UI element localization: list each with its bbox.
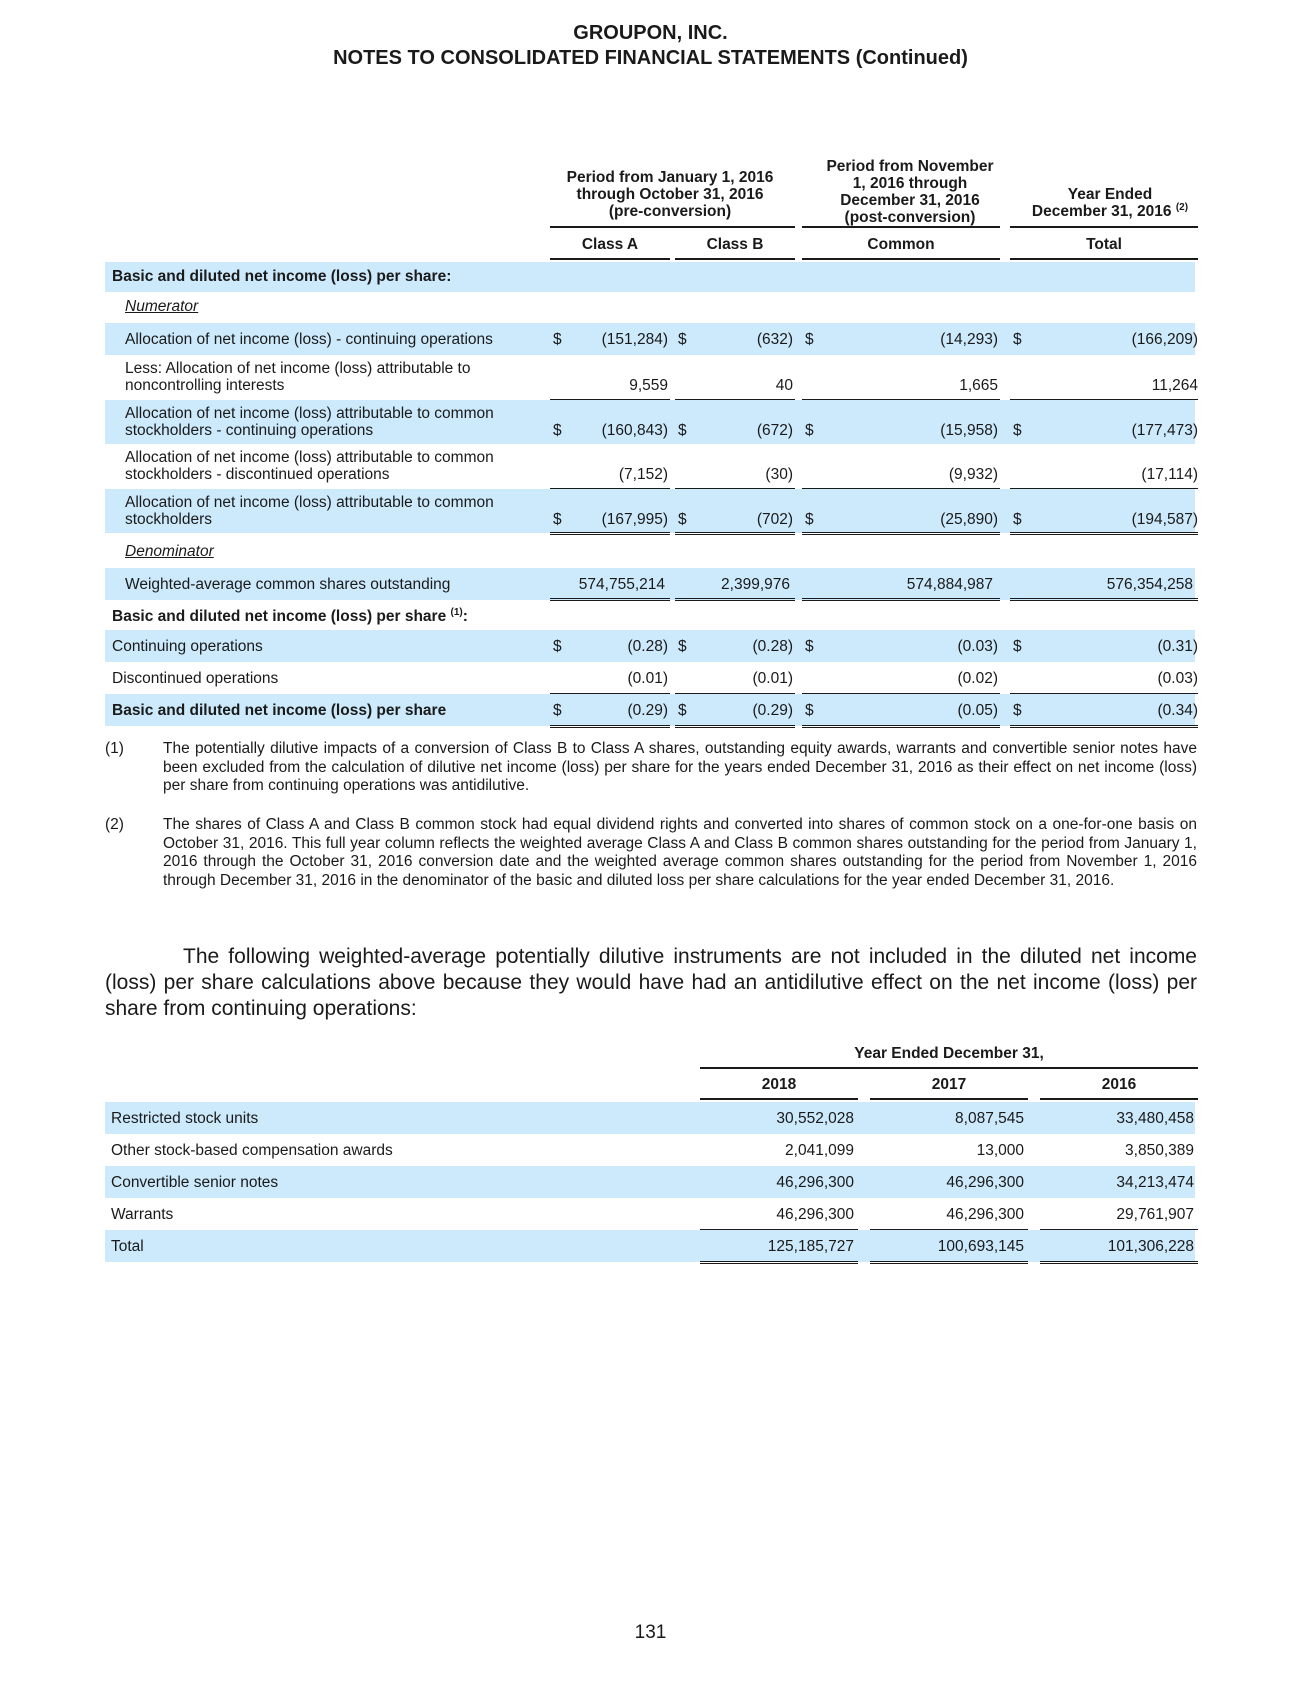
- body-paragraph: The following weighted-average potentially dilutive instruments are not included in the diluted net income (loss) per share calculations above because they would have had an antidilutive effect on the net income (loss) per share from continuing operations:: [105, 945, 1197, 1020]
- dollar-sign: $: [805, 702, 814, 719]
- col-common: Common: [867, 236, 935, 253]
- cell-class-b: (30): [765, 466, 793, 483]
- cell-common: (15,958): [940, 422, 998, 439]
- col-class-b: Class B: [706, 236, 764, 253]
- row-label: Allocation of net income (loss) - continuing operations: [125, 331, 493, 348]
- table-row-total: [105, 1230, 1195, 1262]
- header-line: Year Ended: [1067, 186, 1153, 203]
- dollar-sign: $: [805, 422, 814, 439]
- cell-common: (25,890): [940, 511, 998, 528]
- cell-total: (17,114): [1141, 466, 1198, 483]
- cell-2017: 46,296,300: [946, 1174, 1024, 1191]
- cell-class-b: (0.29): [752, 702, 793, 719]
- footnote-ref: (2): [1175, 201, 1189, 213]
- cell-class-b: (632): [756, 331, 793, 348]
- cell-class-a: (151,284): [601, 331, 668, 348]
- col-2017: 2017: [931, 1076, 967, 1093]
- footnote-2: [105, 816, 1197, 916]
- table-row: [105, 630, 1198, 662]
- row-label: [125, 494, 494, 528]
- table-row: [105, 355, 1198, 400]
- dollar-sign: $: [805, 331, 814, 348]
- dollar-sign: $: [678, 702, 687, 719]
- dollar-sign: $: [1013, 331, 1022, 348]
- cell-2018: 125,185,727: [767, 1238, 854, 1255]
- dollar-sign: $: [678, 511, 687, 528]
- footnote-1: [105, 740, 1197, 802]
- cell-2017: 8,087,545: [955, 1110, 1024, 1127]
- page-subtitle: NOTES TO CONSOLIDATED FINANCIAL STATEMENTS (Continued): [333, 47, 968, 69]
- cell-common: (14,293): [940, 331, 998, 348]
- col-total: Total: [1086, 236, 1122, 253]
- page-number: 131: [634, 1622, 667, 1643]
- dollar-sign: $: [553, 422, 562, 439]
- row-label: [125, 449, 494, 483]
- cell-2017: 46,296,300: [946, 1206, 1024, 1223]
- cell-class-a: (0.01): [627, 670, 668, 687]
- row-label: Convertible senior notes: [111, 1174, 279, 1191]
- table-row: [105, 1198, 1195, 1230]
- cell-total: 11,264: [1151, 377, 1198, 394]
- cell-class-a: (167,995): [601, 511, 668, 528]
- cell-class-a: (0.28): [627, 638, 668, 655]
- row-label: [125, 405, 494, 439]
- section-title: Basic and diluted net income (loss) per share:: [112, 268, 452, 285]
- cell-class-b: 40: [775, 377, 793, 394]
- row-label: Discontinued operations: [112, 670, 279, 687]
- company-name: GROUPON, INC.: [573, 22, 728, 44]
- footnote-number: (1): [105, 740, 124, 757]
- cell-common: 1,665: [959, 377, 998, 394]
- row-label: Restricted stock units: [111, 1110, 259, 1127]
- table-row: [105, 323, 1198, 355]
- row-label-line: Allocation of net income (loss) attributable to common: [125, 449, 494, 466]
- row-label-line: Allocation of net income (loss) attributable to common: [125, 405, 494, 422]
- cell-2016: 34,213,474: [1116, 1174, 1194, 1191]
- header-line: 1, 2016 through: [852, 175, 968, 192]
- dollar-sign: $: [1013, 638, 1022, 655]
- table-row: [105, 1166, 1195, 1198]
- table-row: [105, 1102, 1195, 1134]
- dollar-sign: $: [805, 511, 814, 528]
- header-line: through October 31, 2016: [576, 186, 764, 203]
- header-pre-conversion: [545, 169, 795, 220]
- table2-title: Year Ended December 31,: [854, 1045, 1044, 1062]
- cell-common: (0.05): [957, 702, 998, 719]
- cell-2018: 30,552,028: [776, 1110, 854, 1127]
- cell-class-b: (0.28): [752, 638, 793, 655]
- dollar-sign: $: [553, 702, 562, 719]
- dollar-sign: $: [553, 331, 562, 348]
- header-post-conversion: [795, 158, 1025, 226]
- col-2018: 2018: [761, 1076, 797, 1093]
- row-label: Weighted-average common shares outstanding: [125, 576, 451, 593]
- section-title-row: [105, 262, 1195, 292]
- footnote-number: (2): [105, 816, 124, 833]
- footnote-text: The shares of Class A and Class B common stock had equal dividend rights and converted into shares of common stock on a one-for-one basis on October 31, 2016. This full year column reflects the weighted average Class A and Class B common shares outstanding for the period from January 1, 2016 through the October 31, 2016 conversion date and the weighted average common shares outstanding for the period from November 1, 2016 through December 31, 2016 in the denominator of the basic and diluted loss per share calculations for the year ended December 31, 2016.: [163, 816, 1197, 889]
- table-row: [105, 444, 1198, 489]
- row-label: Continuing operations: [112, 638, 263, 655]
- dollar-sign: $: [678, 422, 687, 439]
- dollar-sign: $: [805, 638, 814, 655]
- cell-class-a: (7,152): [618, 466, 668, 483]
- cell-class-b: 2,399,976: [721, 576, 790, 593]
- header-line: Period from November: [826, 158, 994, 175]
- row-label: Total: [111, 1238, 144, 1255]
- cell-total: (0.31): [1157, 638, 1198, 655]
- header-line: December 31, 2016: [840, 192, 980, 209]
- row-label-line: stockholders: [125, 511, 213, 528]
- cell-class-a: (160,843): [601, 422, 668, 439]
- cell-2018: 2,041,099: [785, 1142, 854, 1159]
- dollar-sign: $: [678, 331, 687, 348]
- row-label-line: Less: Allocation of net income (loss) attributable to: [125, 360, 471, 377]
- row-label-line: stockholders - continuing operations: [125, 422, 374, 439]
- table-row: [105, 489, 1198, 533]
- cell-2016: 29,761,907: [1116, 1206, 1194, 1223]
- header-line: (post-conversion): [844, 209, 976, 226]
- cell-total: (166,209): [1131, 331, 1198, 348]
- cell-common: (9,932): [948, 466, 998, 483]
- row-label-line: noncontrolling interests: [125, 377, 285, 394]
- table-row: [105, 694, 1198, 726]
- header-line: Period from January 1, 2016: [566, 169, 774, 186]
- cell-common: (0.03): [957, 638, 998, 655]
- cell-total: (194,587): [1131, 511, 1198, 528]
- dollar-sign: $: [1013, 422, 1022, 439]
- cell-2016: 33,480,458: [1116, 1110, 1194, 1127]
- header-line: December 31, 2016: [1031, 203, 1172, 220]
- header-line: (pre-conversion): [608, 203, 732, 220]
- row-label-line: Allocation of net income (loss) attributable to common: [125, 494, 494, 511]
- cell-2016: 3,850,389: [1125, 1142, 1194, 1159]
- denominator-label: Denominator: [125, 543, 214, 560]
- footnote-text: The potentially dilutive impacts of a conversion of Class B to Class A shares, outstanding equity awards, warrants and convertible senior notes have been excluded from the calculation of dilutive net income (loss) per share for the years ended December 31, 2016 as their effect on net income (loss) per share from continuing operations was antidilutive.: [163, 740, 1197, 794]
- cell-total: (0.34): [1157, 702, 1198, 719]
- cell-total: (177,473): [1131, 422, 1198, 439]
- footnote-ref: (1): [450, 606, 463, 618]
- col-class-a: Class A: [581, 236, 639, 253]
- cell-2018: 46,296,300: [776, 1206, 854, 1223]
- row-label: [125, 360, 471, 394]
- cell-common: 574,884,987: [906, 576, 993, 593]
- cell-class-a: 9,559: [629, 377, 668, 394]
- cell-2018: 46,296,300: [776, 1174, 854, 1191]
- cell-2017: 13,000: [976, 1142, 1024, 1159]
- dollar-sign: $: [553, 638, 562, 655]
- per-share-title-text: Basic and diluted net income (loss) per share: [112, 608, 447, 625]
- col-2016: 2016: [1101, 1076, 1137, 1093]
- per-share-title: Basic and diluted net income (loss) per share $^{(1)}$:: [112, 606, 468, 625]
- header-year-ended: [1015, 186, 1205, 220]
- cell-common: (0.02): [957, 670, 998, 687]
- weighted-shares-row: [105, 568, 1195, 600]
- cell-total: 576,354,258: [1106, 576, 1193, 593]
- table-row: [105, 662, 1198, 694]
- cell-2017: 100,693,145: [937, 1238, 1024, 1255]
- dollar-sign: $: [678, 638, 687, 655]
- row-label: Basic and diluted net income (loss) per share: [112, 702, 447, 719]
- dollar-sign: $: [1013, 702, 1022, 719]
- cell-2016: 101,306,228: [1107, 1238, 1194, 1255]
- dollar-sign: $: [553, 511, 562, 528]
- cell-class-b: (672): [756, 422, 793, 439]
- cell-class-b: (702): [756, 511, 793, 528]
- cell-class-a: (0.29): [627, 702, 668, 719]
- dollar-sign: $: [1013, 511, 1022, 528]
- numerator-label: Numerator: [125, 298, 199, 315]
- row-label-line: stockholders - discontinued operations: [125, 466, 390, 483]
- table-row: [105, 1134, 1195, 1166]
- table-row: [105, 400, 1198, 444]
- row-label: Other stock-based compensation awards: [111, 1142, 393, 1159]
- cell-class-a: 574,755,214: [578, 576, 665, 593]
- cell-total: (0.03): [1157, 670, 1198, 687]
- cell-class-b: (0.01): [752, 670, 793, 687]
- row-label: Warrants: [111, 1206, 174, 1223]
